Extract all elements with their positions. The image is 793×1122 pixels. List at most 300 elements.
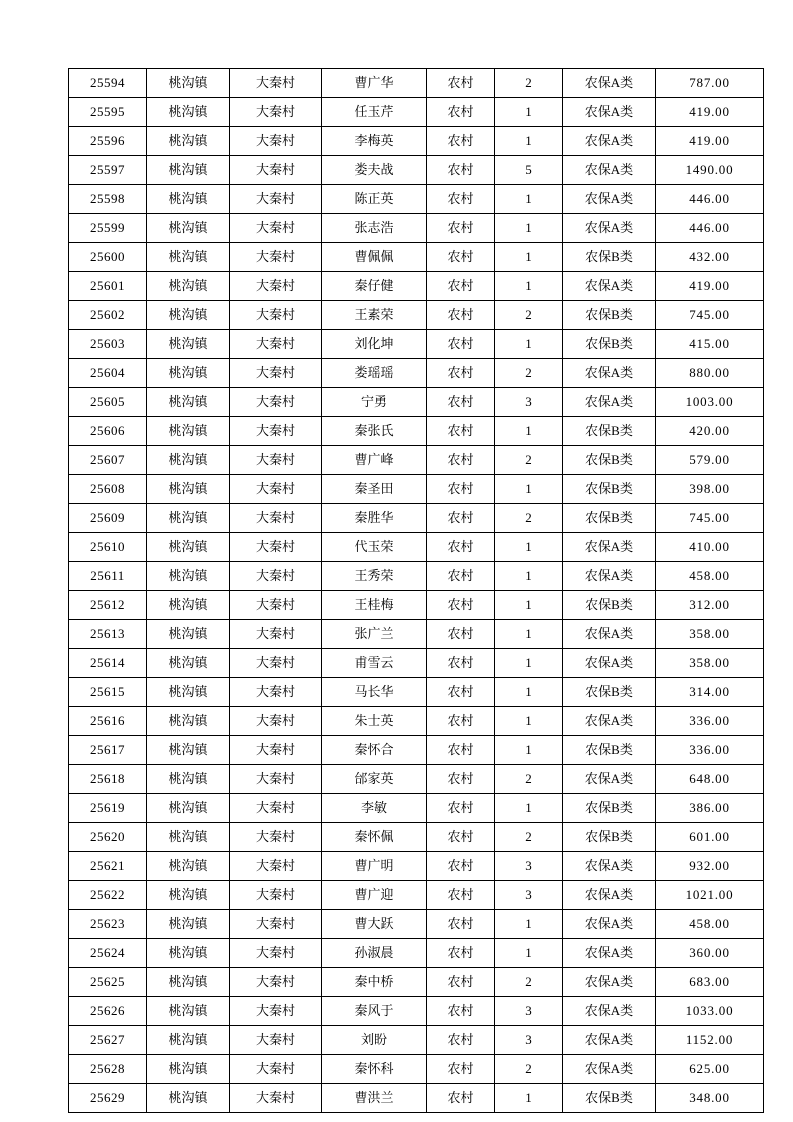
cell-count: 3 [495, 1026, 563, 1055]
cell-count: 3 [495, 881, 563, 910]
cell-category: 农保A类 [563, 852, 656, 881]
cell-type: 农村 [427, 533, 495, 562]
cell-name: 秦张氏 [322, 417, 427, 446]
cell-id: 25624 [69, 939, 147, 968]
cell-town: 桃沟镇 [147, 997, 230, 1026]
cell-amt: 787.00 [656, 69, 764, 98]
cell-count: 2 [495, 446, 563, 475]
cell-type: 农村 [427, 910, 495, 939]
cell-name: 马长华 [322, 678, 427, 707]
cell-village: 大秦村 [230, 765, 322, 794]
table-row [69, 446, 764, 475]
cell-town: 桃沟镇 [147, 707, 230, 736]
cell-type: 农村 [427, 1084, 495, 1113]
table-row [69, 678, 764, 707]
cell-amt: 358.00 [656, 649, 764, 678]
cell-amt: 683.00 [656, 968, 764, 997]
cell-category: 农保A类 [563, 620, 656, 649]
cell-category: 农保A类 [563, 69, 656, 98]
cell-name: 李梅英 [322, 127, 427, 156]
cell-category: 农保B类 [563, 330, 656, 359]
cell-village: 大秦村 [230, 736, 322, 765]
cell-amt: 314.00 [656, 678, 764, 707]
subsidy-table [68, 68, 764, 1113]
cell-category: 农保A类 [563, 881, 656, 910]
cell-category: 农保A类 [563, 968, 656, 997]
cell-amt: 398.00 [656, 475, 764, 504]
table-row [69, 910, 764, 939]
cell-id: 25599 [69, 214, 147, 243]
table-row [69, 794, 764, 823]
cell-village: 大秦村 [230, 272, 322, 301]
cell-village: 大秦村 [230, 910, 322, 939]
cell-village: 大秦村 [230, 127, 322, 156]
cell-town: 桃沟镇 [147, 678, 230, 707]
cell-village: 大秦村 [230, 533, 322, 562]
cell-count: 1 [495, 417, 563, 446]
cell-amt: 410.00 [656, 533, 764, 562]
cell-id: 25619 [69, 794, 147, 823]
cell-town: 桃沟镇 [147, 881, 230, 910]
table-row [69, 185, 764, 214]
cell-category: 农保B类 [563, 446, 656, 475]
cell-count: 1 [495, 678, 563, 707]
table-row [69, 359, 764, 388]
cell-id: 25595 [69, 98, 147, 127]
cell-count: 1 [495, 649, 563, 678]
cell-village: 大秦村 [230, 1084, 322, 1113]
cell-category: 农保A类 [563, 388, 656, 417]
cell-amt: 932.00 [656, 852, 764, 881]
cell-type: 农村 [427, 620, 495, 649]
cell-category: 农保B类 [563, 591, 656, 620]
cell-type: 农村 [427, 330, 495, 359]
table-row [69, 881, 764, 910]
cell-category: 农保A类 [563, 98, 656, 127]
cell-name: 刘盼 [322, 1026, 427, 1055]
cell-town: 桃沟镇 [147, 591, 230, 620]
cell-id: 25607 [69, 446, 147, 475]
cell-name: 曹广峰 [322, 446, 427, 475]
cell-id: 25602 [69, 301, 147, 330]
cell-village: 大秦村 [230, 243, 322, 272]
cell-name: 陈正英 [322, 185, 427, 214]
table-row [69, 736, 764, 765]
cell-village: 大秦村 [230, 330, 322, 359]
cell-id: 25610 [69, 533, 147, 562]
cell-type: 农村 [427, 359, 495, 388]
cell-amt: 458.00 [656, 562, 764, 591]
table-row [69, 243, 764, 272]
cell-town: 桃沟镇 [147, 98, 230, 127]
table-row [69, 301, 764, 330]
cell-town: 桃沟镇 [147, 156, 230, 185]
cell-town: 桃沟镇 [147, 533, 230, 562]
cell-amt: 336.00 [656, 707, 764, 736]
cell-name: 任玉芹 [322, 98, 427, 127]
cell-village: 大秦村 [230, 939, 322, 968]
cell-name: 邰家英 [322, 765, 427, 794]
cell-name: 张志浩 [322, 214, 427, 243]
cell-town: 桃沟镇 [147, 388, 230, 417]
cell-name: 曹广迎 [322, 881, 427, 910]
cell-town: 桃沟镇 [147, 417, 230, 446]
cell-category: 农保A类 [563, 214, 656, 243]
cell-name: 代玉荣 [322, 533, 427, 562]
table-row [69, 475, 764, 504]
table-row [69, 272, 764, 301]
cell-count: 1 [495, 98, 563, 127]
cell-name: 张广兰 [322, 620, 427, 649]
cell-id: 25608 [69, 475, 147, 504]
cell-type: 农村 [427, 475, 495, 504]
cell-village: 大秦村 [230, 649, 322, 678]
cell-name: 曹佩佩 [322, 243, 427, 272]
table-row [69, 823, 764, 852]
cell-id: 25594 [69, 69, 147, 98]
cell-type: 农村 [427, 881, 495, 910]
cell-amt: 458.00 [656, 910, 764, 939]
cell-category: 农保A类 [563, 910, 656, 939]
cell-category: 农保A类 [563, 185, 656, 214]
cell-village: 大秦村 [230, 794, 322, 823]
cell-id: 25601 [69, 272, 147, 301]
cell-count: 1 [495, 707, 563, 736]
cell-type: 农村 [427, 968, 495, 997]
cell-count: 1 [495, 127, 563, 156]
cell-village: 大秦村 [230, 1026, 322, 1055]
cell-amt: 420.00 [656, 417, 764, 446]
cell-village: 大秦村 [230, 98, 322, 127]
cell-amt: 348.00 [656, 1084, 764, 1113]
cell-type: 农村 [427, 794, 495, 823]
cell-count: 1 [495, 794, 563, 823]
cell-category: 农保A类 [563, 765, 656, 794]
cell-village: 大秦村 [230, 707, 322, 736]
cell-category: 农保B类 [563, 1084, 656, 1113]
cell-count: 1 [495, 243, 563, 272]
cell-village: 大秦村 [230, 881, 322, 910]
cell-id: 25612 [69, 591, 147, 620]
cell-category: 农保A类 [563, 127, 656, 156]
cell-id: 25620 [69, 823, 147, 852]
cell-type: 农村 [427, 127, 495, 156]
cell-amt: 745.00 [656, 504, 764, 533]
cell-amt: 358.00 [656, 620, 764, 649]
cell-category: 农保A类 [563, 997, 656, 1026]
table-row [69, 388, 764, 417]
cell-name: 甫雪云 [322, 649, 427, 678]
cell-id: 25615 [69, 678, 147, 707]
cell-amt: 625.00 [656, 1055, 764, 1084]
cell-amt: 1021.00 [656, 881, 764, 910]
cell-village: 大秦村 [230, 359, 322, 388]
cell-id: 25618 [69, 765, 147, 794]
cell-amt: 419.00 [656, 272, 764, 301]
cell-village: 大秦村 [230, 823, 322, 852]
cell-village: 大秦村 [230, 562, 322, 591]
cell-type: 农村 [427, 243, 495, 272]
cell-id: 25597 [69, 156, 147, 185]
table-row [69, 69, 764, 98]
table-row [69, 997, 764, 1026]
cell-id: 25622 [69, 881, 147, 910]
table-row [69, 504, 764, 533]
cell-count: 2 [495, 823, 563, 852]
cell-village: 大秦村 [230, 69, 322, 98]
cell-town: 桃沟镇 [147, 330, 230, 359]
cell-category: 农保B类 [563, 794, 656, 823]
cell-id: 25605 [69, 388, 147, 417]
table-row [69, 330, 764, 359]
cell-amt: 360.00 [656, 939, 764, 968]
cell-name: 秦怀合 [322, 736, 427, 765]
cell-amt: 386.00 [656, 794, 764, 823]
cell-count: 1 [495, 591, 563, 620]
cell-type: 农村 [427, 417, 495, 446]
cell-id: 25606 [69, 417, 147, 446]
cell-id: 25629 [69, 1084, 147, 1113]
cell-category: 农保B类 [563, 736, 656, 765]
cell-count: 2 [495, 1055, 563, 1084]
cell-name: 秦仔健 [322, 272, 427, 301]
cell-village: 大秦村 [230, 417, 322, 446]
cell-name: 孙淑晨 [322, 939, 427, 968]
cell-amt: 446.00 [656, 214, 764, 243]
cell-amt: 419.00 [656, 98, 764, 127]
cell-category: 农保A类 [563, 707, 656, 736]
cell-amt: 880.00 [656, 359, 764, 388]
cell-type: 农村 [427, 1055, 495, 1084]
table-row [69, 765, 764, 794]
cell-type: 农村 [427, 939, 495, 968]
cell-category: 农保A类 [563, 939, 656, 968]
cell-type: 农村 [427, 562, 495, 591]
cell-town: 桃沟镇 [147, 823, 230, 852]
cell-category: 农保A类 [563, 156, 656, 185]
cell-village: 大秦村 [230, 156, 322, 185]
cell-id: 25616 [69, 707, 147, 736]
cell-count: 2 [495, 301, 563, 330]
table-row [69, 156, 764, 185]
cell-count: 3 [495, 852, 563, 881]
cell-town: 桃沟镇 [147, 214, 230, 243]
cell-name: 刘化坤 [322, 330, 427, 359]
cell-category: 农保A类 [563, 1026, 656, 1055]
cell-type: 农村 [427, 301, 495, 330]
cell-type: 农村 [427, 765, 495, 794]
cell-town: 桃沟镇 [147, 69, 230, 98]
cell-town: 桃沟镇 [147, 910, 230, 939]
cell-id: 25613 [69, 620, 147, 649]
cell-village: 大秦村 [230, 591, 322, 620]
cell-name: 曹广华 [322, 69, 427, 98]
cell-village: 大秦村 [230, 301, 322, 330]
cell-village: 大秦村 [230, 504, 322, 533]
cell-town: 桃沟镇 [147, 968, 230, 997]
table-row [69, 852, 764, 881]
cell-count: 1 [495, 214, 563, 243]
table-row [69, 968, 764, 997]
cell-category: 农保B类 [563, 417, 656, 446]
cell-town: 桃沟镇 [147, 765, 230, 794]
cell-amt: 432.00 [656, 243, 764, 272]
cell-type: 农村 [427, 214, 495, 243]
cell-town: 桃沟镇 [147, 562, 230, 591]
cell-id: 25623 [69, 910, 147, 939]
cell-category: 农保A类 [563, 359, 656, 388]
cell-village: 大秦村 [230, 620, 322, 649]
cell-town: 桃沟镇 [147, 852, 230, 881]
cell-name: 秦中桥 [322, 968, 427, 997]
cell-town: 桃沟镇 [147, 446, 230, 475]
cell-type: 农村 [427, 707, 495, 736]
cell-id: 25603 [69, 330, 147, 359]
cell-town: 桃沟镇 [147, 272, 230, 301]
cell-village: 大秦村 [230, 475, 322, 504]
cell-count: 2 [495, 968, 563, 997]
cell-id: 25617 [69, 736, 147, 765]
cell-amt: 648.00 [656, 765, 764, 794]
cell-name: 秦风于 [322, 997, 427, 1026]
cell-name: 朱士英 [322, 707, 427, 736]
cell-amt: 601.00 [656, 823, 764, 852]
cell-category: 农保A类 [563, 1055, 656, 1084]
cell-category: 农保B类 [563, 678, 656, 707]
cell-village: 大秦村 [230, 185, 322, 214]
cell-category: 农保B类 [563, 243, 656, 272]
table-row [69, 417, 764, 446]
cell-town: 桃沟镇 [147, 1026, 230, 1055]
cell-amt: 312.00 [656, 591, 764, 620]
cell-village: 大秦村 [230, 1055, 322, 1084]
cell-village: 大秦村 [230, 388, 322, 417]
cell-count: 3 [495, 997, 563, 1026]
cell-category: 农保A类 [563, 272, 656, 301]
cell-count: 2 [495, 359, 563, 388]
cell-count: 1 [495, 1084, 563, 1113]
cell-town: 桃沟镇 [147, 939, 230, 968]
cell-type: 农村 [427, 823, 495, 852]
cell-count: 1 [495, 330, 563, 359]
cell-type: 农村 [427, 1026, 495, 1055]
cell-count: 3 [495, 388, 563, 417]
table-row [69, 214, 764, 243]
cell-id: 25625 [69, 968, 147, 997]
cell-amt: 336.00 [656, 736, 764, 765]
cell-name: 秦怀科 [322, 1055, 427, 1084]
table-row [69, 1084, 764, 1113]
cell-id: 25628 [69, 1055, 147, 1084]
cell-count: 1 [495, 272, 563, 301]
cell-village: 大秦村 [230, 214, 322, 243]
table-row [69, 1026, 764, 1055]
table-row [69, 562, 764, 591]
table-row [69, 1055, 764, 1084]
cell-name: 娄夫战 [322, 156, 427, 185]
table-row [69, 620, 764, 649]
table-row [69, 533, 764, 562]
cell-type: 农村 [427, 156, 495, 185]
cell-type: 农村 [427, 852, 495, 881]
cell-id: 25611 [69, 562, 147, 591]
cell-name: 曹大跃 [322, 910, 427, 939]
cell-count: 2 [495, 504, 563, 533]
cell-name: 秦怀佩 [322, 823, 427, 852]
cell-count: 1 [495, 562, 563, 591]
cell-town: 桃沟镇 [147, 649, 230, 678]
table-row [69, 649, 764, 678]
cell-town: 桃沟镇 [147, 1084, 230, 1113]
cell-type: 农村 [427, 185, 495, 214]
cell-type: 农村 [427, 504, 495, 533]
cell-type: 农村 [427, 736, 495, 765]
cell-category: 农保A类 [563, 562, 656, 591]
cell-amt: 745.00 [656, 301, 764, 330]
cell-type: 农村 [427, 446, 495, 475]
cell-town: 桃沟镇 [147, 736, 230, 765]
cell-count: 2 [495, 69, 563, 98]
cell-category: 农保B类 [563, 475, 656, 504]
cell-type: 农村 [427, 98, 495, 127]
cell-name: 秦胜华 [322, 504, 427, 533]
cell-id: 25596 [69, 127, 147, 156]
cell-amt: 1003.00 [656, 388, 764, 417]
cell-id: 25604 [69, 359, 147, 388]
cell-town: 桃沟镇 [147, 1055, 230, 1084]
cell-type: 农村 [427, 678, 495, 707]
cell-village: 大秦村 [230, 997, 322, 1026]
cell-town: 桃沟镇 [147, 794, 230, 823]
table-row [69, 591, 764, 620]
cell-town: 桃沟镇 [147, 127, 230, 156]
cell-count: 1 [495, 185, 563, 214]
cell-type: 农村 [427, 69, 495, 98]
cell-id: 25600 [69, 243, 147, 272]
cell-name: 娄瑶瑶 [322, 359, 427, 388]
cell-id: 25614 [69, 649, 147, 678]
cell-town: 桃沟镇 [147, 620, 230, 649]
cell-type: 农村 [427, 388, 495, 417]
cell-count: 1 [495, 910, 563, 939]
cell-amt: 415.00 [656, 330, 764, 359]
cell-category: 农保A类 [563, 533, 656, 562]
cell-category: 农保B类 [563, 301, 656, 330]
cell-category: 农保B类 [563, 823, 656, 852]
cell-count: 1 [495, 939, 563, 968]
cell-type: 农村 [427, 272, 495, 301]
cell-name: 王秀荣 [322, 562, 427, 591]
cell-name: 曹广明 [322, 852, 427, 881]
cell-name: 王素荣 [322, 301, 427, 330]
cell-category: 农保A类 [563, 649, 656, 678]
cell-amt: 1490.00 [656, 156, 764, 185]
cell-name: 秦圣田 [322, 475, 427, 504]
cell-town: 桃沟镇 [147, 185, 230, 214]
cell-type: 农村 [427, 649, 495, 678]
cell-village: 大秦村 [230, 968, 322, 997]
cell-name: 王桂梅 [322, 591, 427, 620]
cell-count: 1 [495, 736, 563, 765]
cell-id: 25627 [69, 1026, 147, 1055]
cell-name: 李敏 [322, 794, 427, 823]
table-row [69, 127, 764, 156]
cell-count: 1 [495, 533, 563, 562]
cell-amt: 1033.00 [656, 997, 764, 1026]
cell-village: 大秦村 [230, 852, 322, 881]
cell-amt: 579.00 [656, 446, 764, 475]
cell-town: 桃沟镇 [147, 475, 230, 504]
